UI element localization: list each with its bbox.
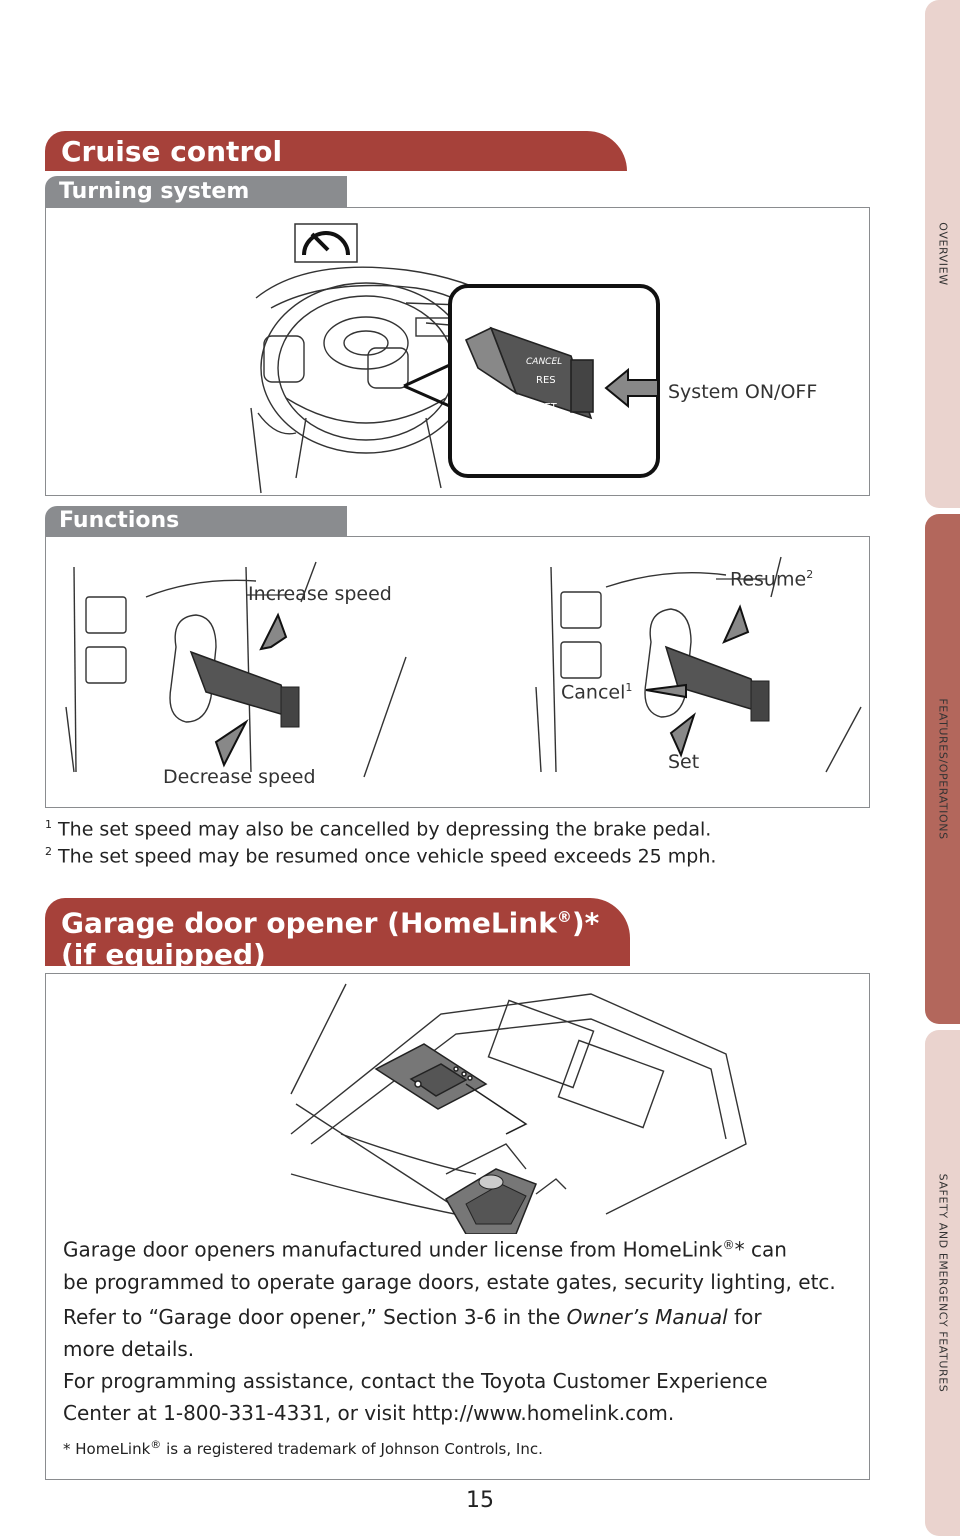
cancel-text: Cancel [561, 681, 626, 704]
increase-speed-label: Increase speed [248, 583, 392, 605]
footnote-a: * HomeLink [63, 1440, 151, 1458]
resume-text: Resume [730, 568, 807, 591]
homelink-title-line2: (if equipped) [61, 938, 266, 972]
homelink-p3-line2: Center at 1-800-331-4331, or visit http://www.homelink.com. [63, 1401, 675, 1425]
decrease-arrow-icon [216, 722, 246, 765]
homelink-p1-line2: be programmed to operate garage doors, estate gates, security lighting, etc. [63, 1269, 836, 1294]
cruise-control-header [45, 131, 627, 171]
note-2-text: The set speed may be resumed once vehicle speed exceeds 25 mph. [58, 845, 717, 868]
homelink-title-line1 [61, 901, 630, 939]
side-tab-overview[interactable] [925, 0, 960, 508]
increase-arrow-icon [261, 615, 286, 649]
turning-system-title: Turning system [59, 179, 250, 204]
resume-label [730, 568, 813, 590]
cruise-control-title: Cruise control [61, 135, 283, 168]
homelink-box [45, 973, 870, 1480]
onoff-figure-box [45, 207, 870, 496]
lever-res-text: RES [536, 375, 556, 386]
side-tab-safety-label: SAFETY AND EMERGENCY FEATURES [936, 1173, 949, 1393]
turning-system-subheader [45, 176, 347, 208]
homelink-p2-line1 [63, 1301, 768, 1333]
homelink-footnote [63, 1438, 543, 1458]
homelink-title-end: )* [571, 906, 600, 940]
homelink-paragraph-1 [63, 1229, 836, 1298]
lever-cancel-text: CANCEL [526, 357, 563, 367]
rearview-mirror [446, 1169, 536, 1234]
page-number: 15 [466, 1488, 494, 1513]
lever-set-text: SET [538, 402, 557, 413]
note-2-num: 2 [45, 845, 52, 858]
side-tab-features[interactable] [925, 514, 960, 1024]
homelink-p2-b: for [727, 1305, 762, 1329]
cancel-arrow-icon [646, 685, 686, 697]
note-1-num: 1 [45, 818, 52, 831]
homelink-header [45, 898, 630, 972]
note-1-text: The set speed may also be cancelled by depressing the brake pedal. [58, 818, 712, 841]
side-tab-overview-label: OVERVIEW [936, 222, 949, 286]
homelink-p1-a: Garage door openers manufactured under license from HomeLink [63, 1237, 723, 1262]
functions-title: Functions [59, 508, 180, 533]
cancel-label [561, 681, 632, 703]
resume-sup: 2 [806, 568, 814, 581]
homelink-p2-a: Refer to “Garage door opener,” Section 3-6 in the [63, 1305, 567, 1329]
system-onoff-label: System ON/OFF [668, 381, 818, 403]
side-tab-features-label: FEATURES/OPERATIONS [936, 698, 949, 840]
homelink-title-reg: ® [556, 908, 572, 926]
side-tab-safety[interactable] [925, 1030, 960, 1536]
homelink-p1-b: * can [734, 1237, 787, 1262]
set-arrow-icon [671, 715, 694, 755]
owners-manual-text: Owner’s Manual [566, 1305, 728, 1329]
homelink-p3-line1: For programming assistance, contact the Toyota Customer Experience [63, 1369, 768, 1393]
footnote-b: is a registered trademark of Johnson Controls, Inc. [161, 1440, 543, 1458]
note-2 [45, 845, 716, 867]
homelink-p1-reg: ® [722, 1238, 735, 1252]
decrease-speed-label: Decrease speed [163, 766, 316, 788]
homelink-p1-line1 [63, 1229, 836, 1266]
homelink-illustration [46, 974, 871, 1234]
resume-arrow-icon [724, 607, 748, 642]
footnote-reg: ® [150, 1438, 162, 1451]
set-label: Set [668, 751, 700, 773]
homelink-title-a: Garage door opener (HomeLink [61, 906, 557, 940]
homelink-p2-line2: more details. [63, 1337, 195, 1361]
note-1 [45, 818, 711, 840]
cruise-onoff-illustration [46, 208, 871, 497]
cruise-indicator-icon [295, 224, 357, 262]
homelink-paragraph-2 [63, 1301, 768, 1429]
functions-subheader [45, 506, 347, 536]
homelink-buttons [376, 1044, 526, 1134]
cancel-sup: 1 [625, 681, 633, 694]
functions-figure-box [45, 536, 870, 808]
